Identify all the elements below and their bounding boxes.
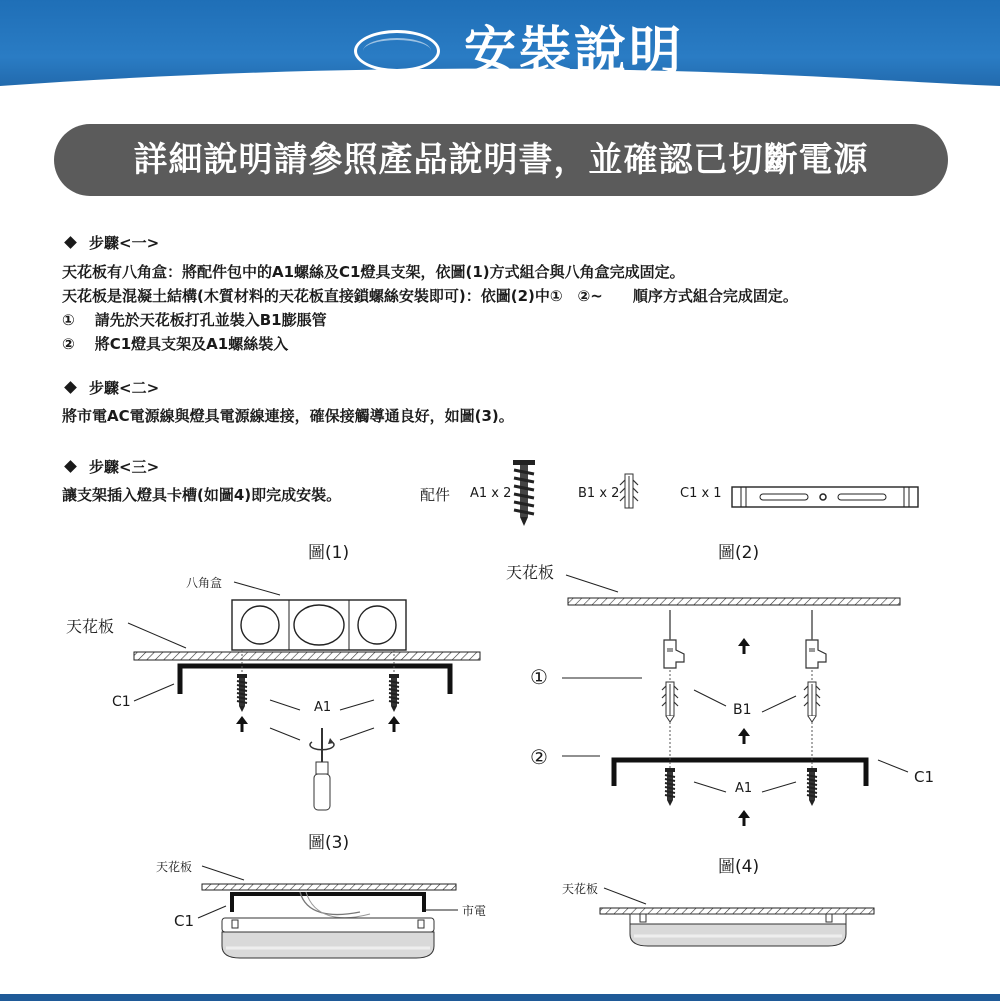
- step-1-title: 步驟<一>: [89, 234, 160, 252]
- substep-1-text: 請先於天花板打孔並裝入B1膨脹管: [94, 311, 327, 329]
- step-1-line-2: 天花板是混凝土結構(木質材料的天花板直接鎖螺絲安裝即可)：依圖(2)中① ②~ 順序方式組合完成固定。: [62, 287, 798, 305]
- accessories-label: 配件: [420, 486, 451, 504]
- step-2-line-1: 將市電AC電源線與燈具電源線連接，確保接觸導通良好，如圖(3)。: [62, 407, 514, 425]
- figure-2-drawing: [562, 575, 908, 826]
- step-1-line-1: 天花板有八角盒：將配件包中的A1螺絲及C1燈具支架，依圖(1)方式組合與八角盒完成固定。: [62, 263, 685, 281]
- step-3-title: 步驟<三>: [89, 458, 160, 476]
- figure-4-drawing: [600, 888, 874, 946]
- fig2-screw-label: A1: [735, 781, 753, 796]
- footer-bar: [0, 994, 1000, 1001]
- fig3-ceiling-label: 天花板: [156, 860, 193, 874]
- page-title: 安裝說明: [464, 22, 685, 82]
- figure-4-title: 圖(4): [718, 857, 760, 877]
- fig1-ceiling-label: 天花板: [66, 617, 115, 636]
- figure-3-drawing: [198, 866, 458, 958]
- substep-2-marker: ②: [62, 335, 75, 353]
- screwdriver-icon: [310, 728, 334, 810]
- fig3-mains-label: 市電: [462, 904, 487, 918]
- fig2-step2-marker: ②: [530, 745, 548, 769]
- fig1-junction-box-label: 八角盒: [186, 576, 223, 590]
- substep-2-text: 將C1燈具支架及A1螺絲裝入: [94, 335, 289, 353]
- fig2-bracket-label: C1: [914, 768, 935, 786]
- fig1-screw-label: A1: [314, 700, 332, 715]
- fig2-anchor-label: B1: [733, 702, 752, 718]
- figure-1-title: 圖(1): [308, 543, 350, 563]
- accessory-anchor-plug-icon: [620, 474, 638, 508]
- accessory-b1-label: B1 x 2: [578, 486, 620, 501]
- accessory-screw-icon: [513, 460, 535, 526]
- step-3-line-1: 讓支架插入燈具卡槽(如圖4)即完成安裝。: [62, 486, 342, 504]
- accessory-a1-label: A1 x 2: [470, 486, 512, 501]
- fig2-step1-marker: ①: [530, 665, 548, 689]
- accessory-c1-label: C1 x 1: [680, 486, 722, 501]
- figure-1-drawing: [128, 582, 480, 810]
- step-2-title: 步驟<二>: [89, 379, 160, 397]
- fig3-bracket-label: C1: [174, 912, 195, 930]
- fig1-bracket-label: C1: [112, 694, 131, 710]
- accessory-bracket-plate-icon: [732, 487, 918, 507]
- substep-1-marker: ①: [62, 311, 75, 329]
- figure-3-title: 圖(3): [308, 833, 350, 853]
- warning-banner-text: 詳細說明請參照產品說明書，並確認已切斷電源: [133, 140, 869, 180]
- fig4-ceiling-label: 天花板: [562, 882, 599, 896]
- fig2-ceiling-label: 天花板: [506, 563, 555, 582]
- figure-2-title: 圖(2): [718, 543, 760, 563]
